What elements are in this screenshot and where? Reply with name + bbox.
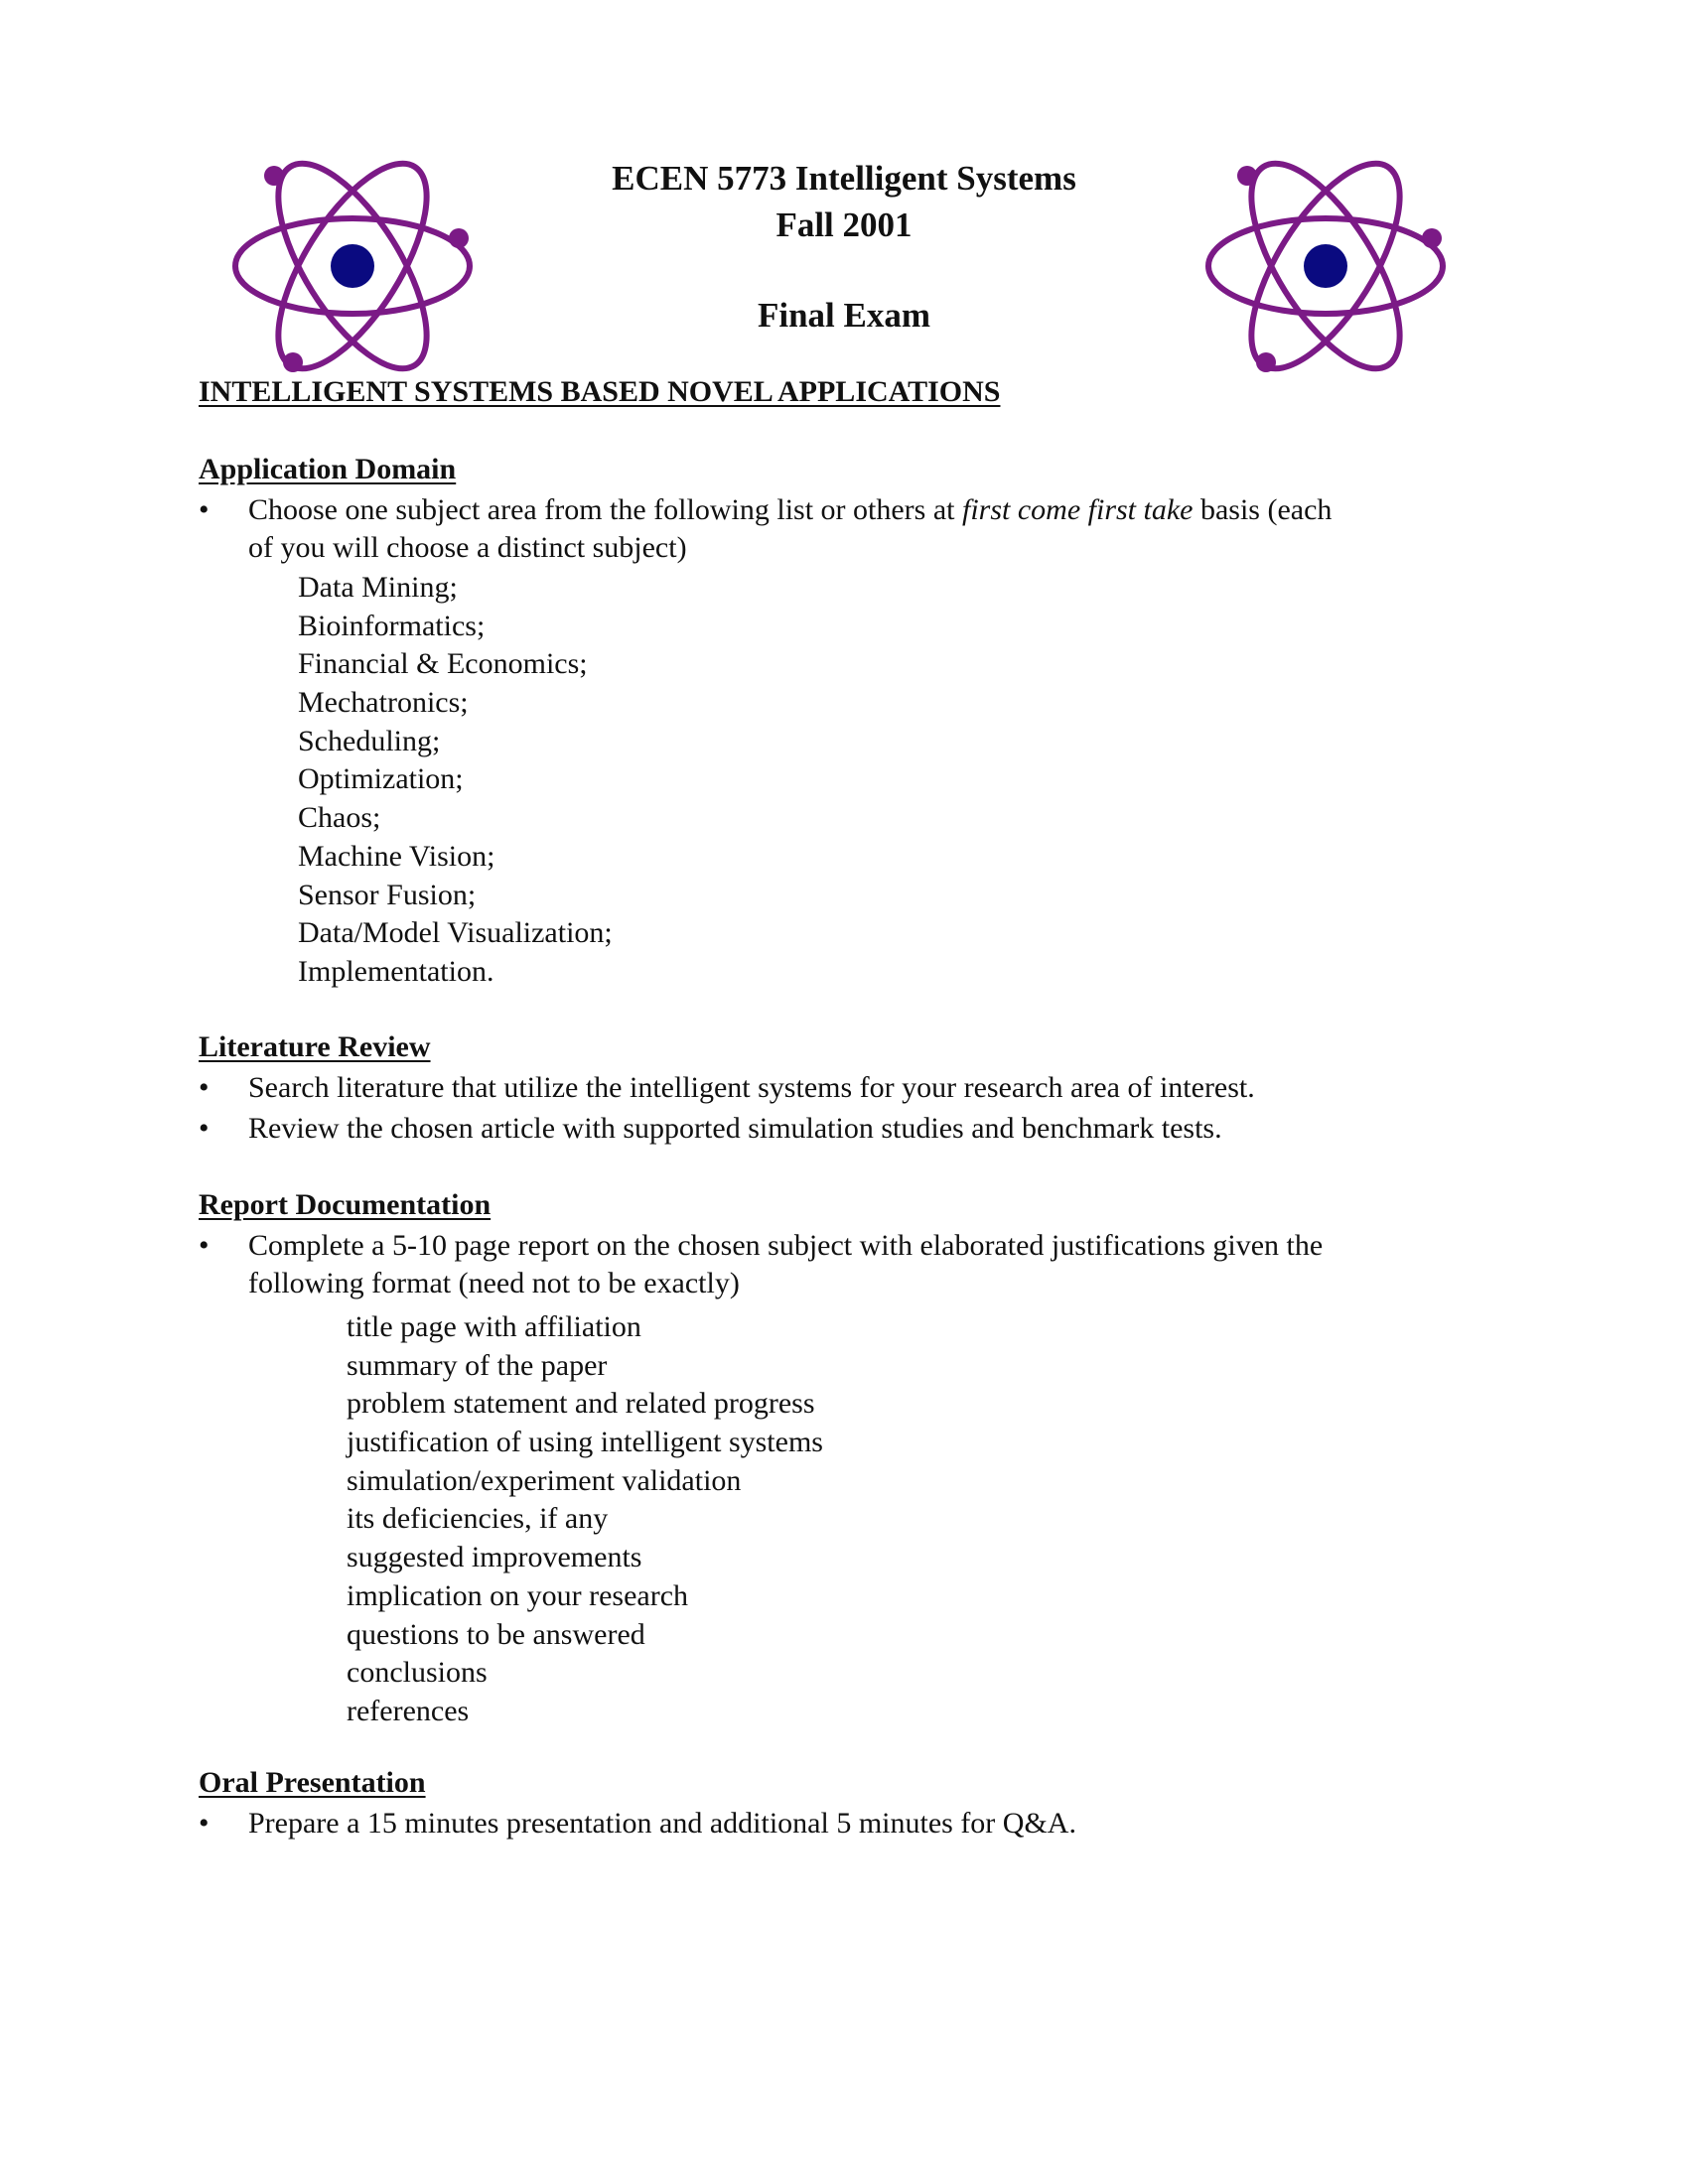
- course-title: ECEN 5773 Intelligent Systems: [612, 159, 1076, 198]
- bullet-icon: •: [199, 1807, 210, 1840]
- bullet-text: Search literature that utilize the intelligent systems for your research area of interest.: [248, 1071, 1255, 1104]
- list-item: Machine Vision;: [298, 839, 495, 873]
- list-item: Sensor Fusion;: [298, 878, 477, 911]
- list-item: Bioinformatics;: [298, 609, 486, 642]
- page-title: INTELLIGENT SYSTEMS BASED NOVEL APPLICATIONS: [199, 375, 1001, 408]
- bullet-text: Review the chosen article with supported simulation studies and benchmark tests.: [248, 1112, 1222, 1145]
- bullet-icon: •: [199, 1229, 210, 1262]
- emphasis-text: first come first take: [962, 493, 1194, 526]
- list-item: Financial & Economics;: [298, 647, 588, 681]
- oral-presentation-heading: Oral Presentation: [199, 1766, 426, 1799]
- list-item: Optimization;: [298, 762, 464, 796]
- bullet-text: Choose one subject area from the following list or others at first come first take basis (each of you will choose a distinct subject): [248, 493, 1333, 564]
- term-label: Fall 2001: [775, 205, 913, 244]
- list-item: Scheduling;: [298, 724, 441, 757]
- bullet-text: Prepare a 15 minutes presentation and additional 5 minutes for Q&A.: [248, 1807, 1076, 1840]
- exam-title: Final Exam: [757, 296, 931, 335]
- bullet-icon: •: [199, 1112, 210, 1145]
- list-item: justification of using intelligent systems: [347, 1426, 823, 1459]
- list-item: Chaos;: [298, 801, 381, 835]
- list-item: conclusions: [347, 1656, 488, 1690]
- list-item: Data Mining;: [298, 571, 458, 604]
- bullet-icon: •: [199, 493, 210, 526]
- report-format-list: [347, 1308, 823, 1731]
- list-item: simulation/experiment validation: [347, 1463, 742, 1497]
- list-item: Implementation.: [298, 954, 494, 988]
- list-item: implication on your research: [347, 1578, 689, 1612]
- literature-review-heading: Literature Review: [199, 1030, 431, 1063]
- list-item: Data/Model Visualization;: [298, 916, 613, 950]
- list-item: Mechatronics;: [298, 686, 469, 720]
- list-item: title page with affiliation: [347, 1310, 641, 1343]
- list-item: questions to be answered: [347, 1617, 645, 1651]
- list-item: summary of the paper: [347, 1348, 608, 1382]
- list-item: references: [347, 1694, 470, 1727]
- list-item: problem statement and related progress: [347, 1387, 815, 1421]
- bullet-text: Complete a 5-10 page report on the chosen subject with elaborated justifications given the following format (need not to be exactly): [248, 1229, 1324, 1299]
- report-documentation-heading: Report Documentation: [199, 1188, 492, 1221]
- subject-list: [298, 569, 613, 992]
- list-item: its deficiencies, if any: [347, 1502, 609, 1536]
- list-item: suggested improvements: [347, 1541, 642, 1574]
- bullet-icon: •: [199, 1071, 210, 1104]
- application-domain-heading: Application Domain: [199, 453, 457, 485]
